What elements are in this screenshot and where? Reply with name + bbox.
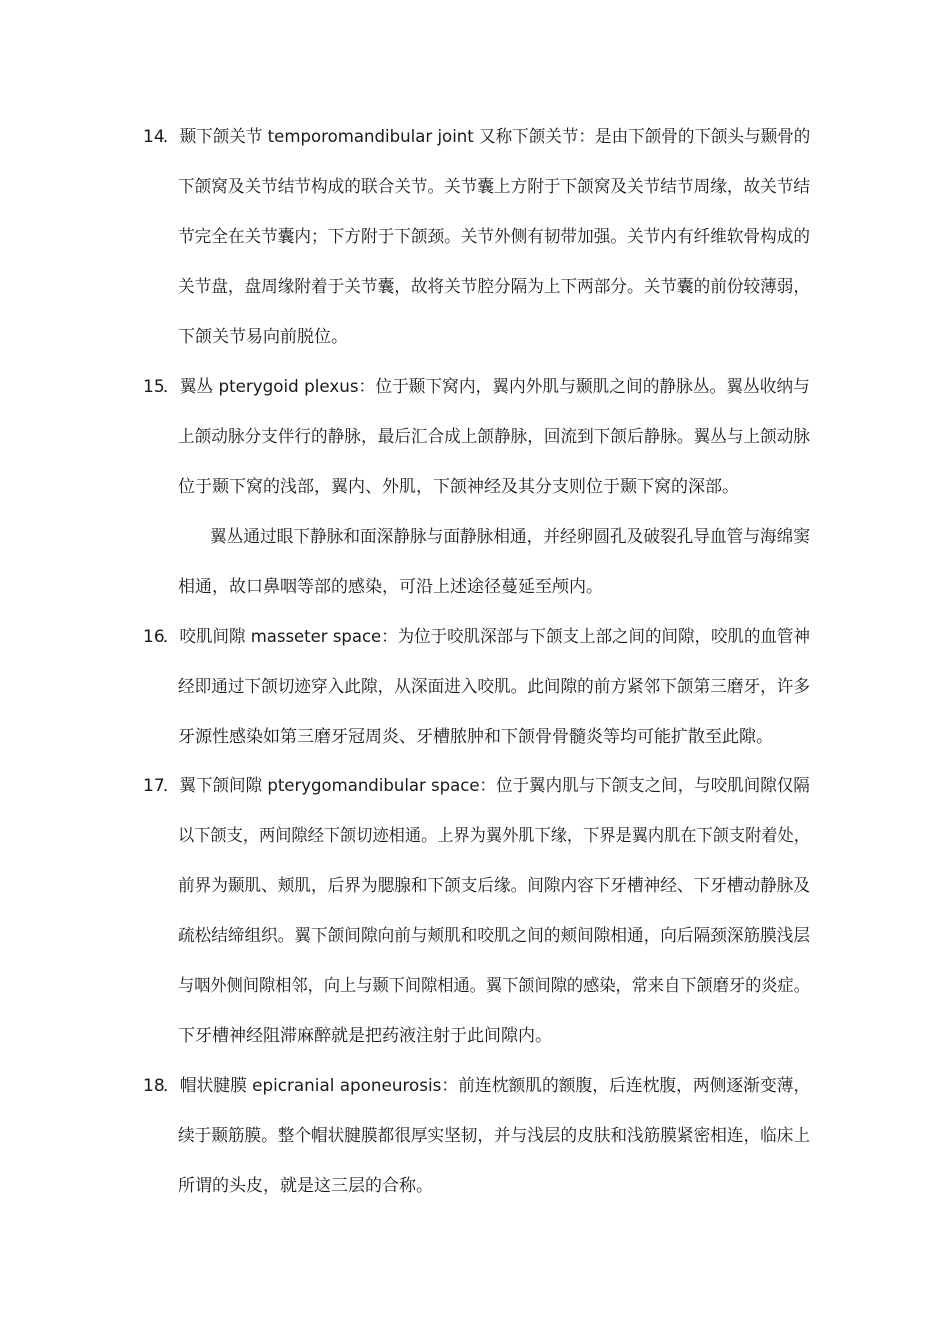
- entry-text: 经即通过下颌切迹穿入此隙，从深面进入咬肌。此间隙的前方紧邻下颌第三磨牙，许多: [178, 677, 810, 697]
- entry-text: ．颞下颌关节 temporomandibular joint 又称下颌关节：是由下颌骨的下颌头与颞骨的: [163, 127, 811, 147]
- entry-text: ．翼下颌间隙 pterygomandibular space：位于翼内肌与下颌支之间，与咬肌间隙仅隔: [163, 776, 810, 796]
- entry-number: 15: [143, 377, 165, 397]
- entry-text: 翼丛通过眼下静脉和面深静脉与面静脉相通，并经卵圆孔及破裂孔导血管与海绵窦: [210, 527, 811, 547]
- entry-text: 下牙槽神经阻滞麻醉就是把药液注射于此间隙内。: [178, 1026, 552, 1046]
- entry-text: 相通，故口鼻咽等部的感染，可沿上述途径蔓延至颅内。: [178, 577, 603, 597]
- entry-number: 14: [143, 127, 165, 147]
- entry-text: 下颌关节易向前脱位。: [178, 327, 348, 347]
- entry-number: 17: [143, 776, 165, 796]
- entry-text: 以下颌支，两间隙经下颌切迹相通。上界为翼外肌下缘，下界是翼内肌在下颌支附着处，: [178, 826, 810, 846]
- entry-text: ．帽状腱膜 epicranial aponeurosis：前连枕额肌的额腹，后连枕腹，两侧逐渐变薄，: [163, 1076, 811, 1096]
- entry-text: ．翼丛 pterygoid plexus：位于颞下窝内，翼内外肌与颞肌之间的静脉丛。翼丛收纳与: [163, 377, 810, 397]
- entry-text: 与咽外侧间隙相邻，向上与颞下间隙相通。翼下颌间隙的感染，常来自下颌磨牙的炎症。: [178, 976, 810, 996]
- entry-text: 上颌动脉分支伴行的静脉，最后汇合成上颌静脉，回流到下颌后静脉。翼丛与上颌动脉: [178, 427, 810, 447]
- entry-text: 下颌窝及关节结节构成的联合关节。关节囊上方附于下颌窝及关节结节周缘，故关节结: [178, 177, 810, 197]
- entry-number: 18: [143, 1076, 165, 1096]
- entry-text: 前界为颞肌、颊肌，后界为腮腺和下颌支后缘。间隙内容下牙槽神经、下牙槽动静脉及: [178, 876, 810, 896]
- entry-text: 节完全在关节囊内；下方附于下颌颈。关节外侧有韧带加强。关节内有纤维软骨构成的: [178, 227, 810, 247]
- entry-text: 所谓的头皮，就是这三层的合称。: [178, 1176, 433, 1196]
- entry-text: 续于颞筋膜。整个帽状腱膜都很厚实坚韧，并与浅层的皮肤和浅筋膜紧密相连，临床上: [178, 1126, 810, 1146]
- entry-text: ．咬肌间隙 masseter space：为位于咬肌深部与下颌支上部之间的间隙，咬肌的血管神: [163, 627, 810, 647]
- entry-text: 关节盘，盘周缘附着于关节囊，故将关节腔分隔为上下两部分。关节囊的前份较薄弱，: [178, 277, 810, 297]
- entry-text: 牙源性感染如第三磨牙冠周炎、牙槽脓肿和下颌骨骨髓炎等均可能扩散至此隙。: [178, 727, 773, 747]
- entry-text: 位于颞下窝的浅部，翼内、外肌，下颌神经及其分支则位于颞下窝的深部。: [178, 477, 739, 497]
- entry-text: 疏松结缔组织。翼下颌间隙向前与颊肌和咬肌之间的颊间隙相通，向后隔颈深筋膜浅层: [178, 926, 810, 946]
- entry-number: 16: [143, 627, 165, 647]
